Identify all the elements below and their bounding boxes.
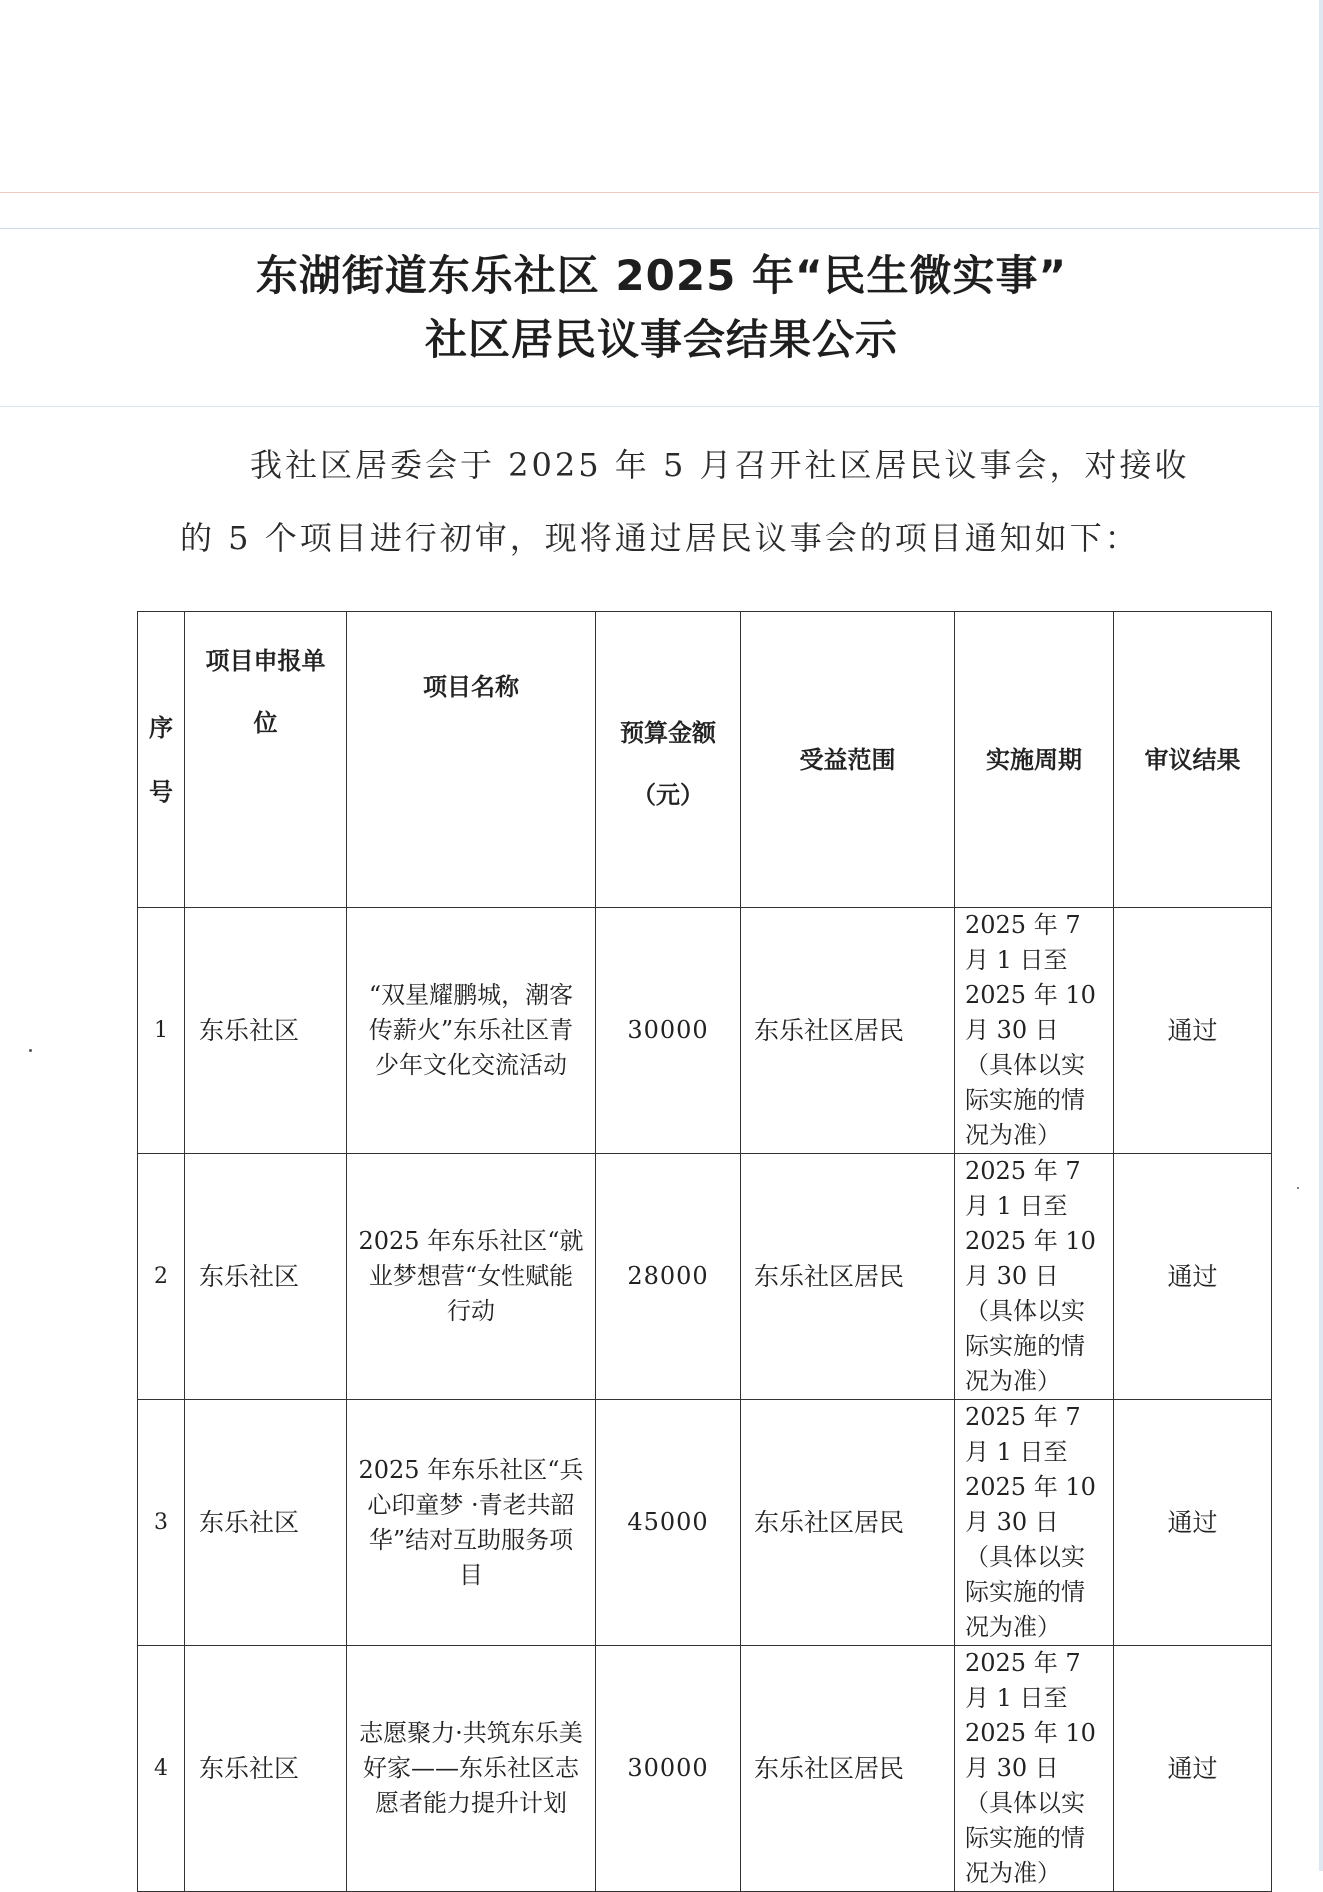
header-seq-line-2: 号 — [149, 777, 173, 806]
header-unit-line-1: 项目申报单 — [205, 647, 326, 675]
intro-paragraph-line-2: 的 5 个项目进行初审，现将通过居民议事会的项目通知如下： — [180, 519, 1140, 557]
scan-line-blue — [0, 406, 1323, 407]
row-budget: 30000 — [596, 908, 741, 1154]
header-budget — [596, 612, 741, 908]
projects-table — [137, 611, 1272, 1892]
table-row — [138, 908, 1272, 1154]
row-project-name: “双星耀鹏城，潮客传薪火”东乐社区青少年文化交流活动 — [347, 908, 596, 1154]
header-budget-line-1: 预算金额 — [620, 719, 716, 747]
header-unit-line-2: 位 — [253, 709, 278, 737]
header-name: 项目名称 — [347, 612, 596, 908]
row-unit: 东乐社区 — [185, 908, 347, 1154]
header-unit — [185, 612, 347, 908]
row-project-name: 2025 年东乐社区“兵心印童梦 ·青老共韶华”结对互助服务项目 — [347, 1400, 596, 1646]
row-result: 通过 — [1114, 1400, 1272, 1646]
header-scope: 受益范围 — [741, 612, 955, 908]
row-period: 2025 年 7 月 1 日至 2025 年 10 月 30 日（具体以实际实施的情况为准） — [955, 1646, 1114, 1892]
row-result: 通过 — [1114, 908, 1272, 1154]
row-budget: 30000 — [596, 1646, 741, 1892]
table-row — [138, 1400, 1272, 1646]
row-scope: 东乐社区居民 — [741, 908, 955, 1154]
row-seq: 2 — [138, 1154, 185, 1400]
header-result: 审议结果 — [1114, 612, 1272, 908]
row-seq: 4 — [138, 1646, 185, 1892]
row-scope: 东乐社区居民 — [741, 1400, 955, 1646]
scan-line-red — [0, 192, 1323, 193]
table-header-row — [138, 612, 1272, 908]
table-row — [138, 1646, 1272, 1892]
header-period: 实施周期 — [955, 612, 1114, 908]
row-result: 通过 — [1114, 1154, 1272, 1400]
scan-speck — [29, 1049, 32, 1052]
row-period: 2025 年 7 月 1 日至 2025 年 10 月 30 日（具体以实际实施的情况为准） — [955, 1400, 1114, 1646]
header-seq-line-1: 序 — [149, 713, 173, 742]
row-project-name: 志愿聚力·共筑东乐美好家——东乐社区志愿者能力提升计划 — [347, 1646, 596, 1892]
row-unit: 东乐社区 — [185, 1646, 347, 1892]
row-budget: 28000 — [596, 1154, 741, 1400]
row-period: 2025 年 7 月 1 日至 2025 年 10 月 30 日（具体以实际实施的情况为准） — [955, 908, 1114, 1154]
scan-speck — [1297, 1187, 1299, 1189]
table-row — [138, 1154, 1272, 1400]
row-scope: 东乐社区居民 — [741, 1646, 955, 1892]
row-budget: 45000 — [596, 1400, 741, 1646]
header-budget-line-2: （元） — [632, 781, 704, 809]
header-seq — [138, 612, 185, 908]
row-seq: 3 — [138, 1400, 185, 1646]
row-project-name: 2025 年东乐社区“就业梦想营“女性赋能行动 — [347, 1154, 596, 1400]
intro-paragraph-line-1: 我社区居委会于 2025 年 5 月召开社区居民议事会，对接收 — [250, 446, 1190, 484]
row-unit: 东乐社区 — [185, 1400, 347, 1646]
scan-line-blue — [0, 228, 1323, 229]
row-scope: 东乐社区居民 — [741, 1154, 955, 1400]
row-result: 通过 — [1114, 1646, 1272, 1892]
row-unit: 东乐社区 — [185, 1154, 347, 1400]
row-seq: 1 — [138, 908, 185, 1154]
row-period: 2025 年 7 月 1 日至 2025 年 10 月 30 日（具体以实际实施的情况为准） — [955, 1154, 1114, 1400]
document-title: 东湖街道东乐社区 2025 年“民生微实事” — [255, 251, 1068, 300]
document-subtitle: 社区居民议事会结果公示 — [424, 315, 898, 364]
